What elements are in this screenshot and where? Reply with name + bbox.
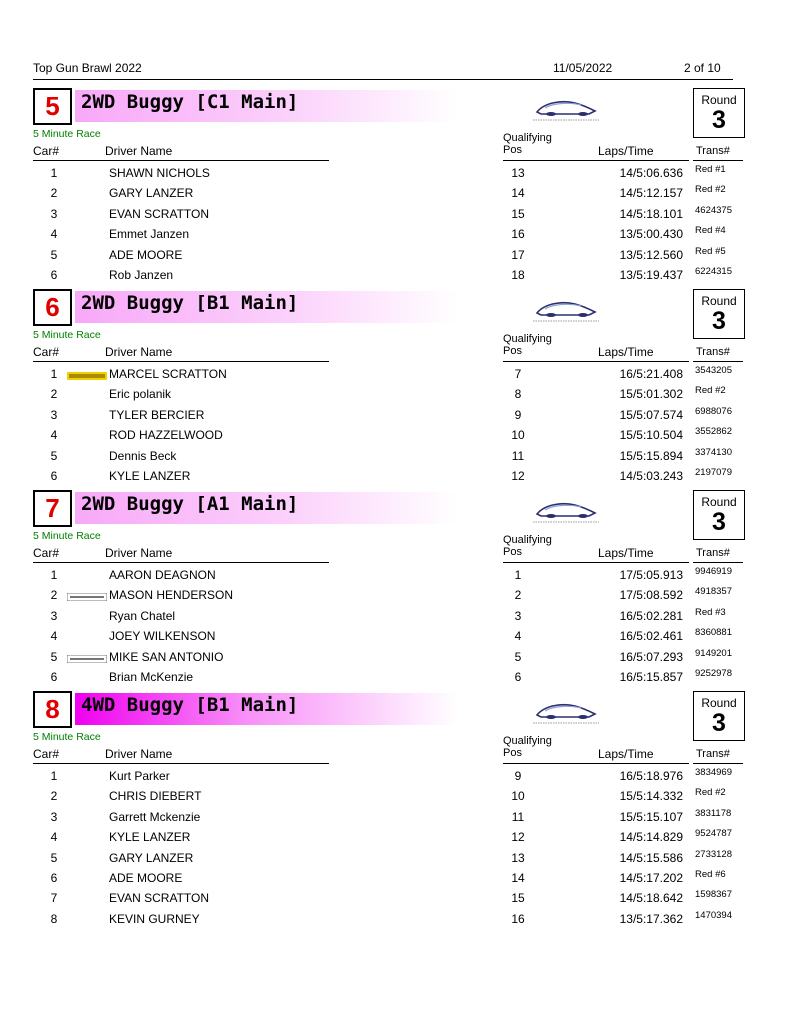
laps-time: 16/5:15.857 — [619, 670, 683, 684]
car-number: 3 — [50, 407, 58, 422]
laps-underline — [503, 361, 689, 362]
car-number: 3 — [50, 206, 58, 221]
car-column-header: Car# — [33, 144, 60, 158]
transponder: 3374130 — [695, 446, 732, 458]
car-number: 4 — [50, 629, 58, 644]
result-row — [33, 871, 733, 891]
driver-name: GARY LANZER — [109, 850, 194, 865]
round-box — [693, 691, 745, 741]
driver-underline — [33, 361, 329, 362]
driver-name: Rob Janzen — [109, 268, 174, 282]
driver-name: AARON DEAGNON — [109, 568, 216, 582]
transponder: Red #4 — [695, 225, 726, 237]
driver-name: ROD HAZZELWOOD — [109, 428, 223, 443]
qualifying-pos: 16 — [511, 911, 525, 926]
race-title: 2WD Buggy [A1 Main] — [75, 492, 457, 524]
result-row — [33, 166, 733, 186]
driver-name: KEVIN GURNEY — [109, 911, 200, 926]
car-number: 4 — [50, 227, 58, 242]
car-number: 8 — [50, 911, 58, 926]
car-number: 2 — [50, 588, 58, 603]
car-number: 3 — [50, 809, 58, 824]
transponder: Red #1 — [695, 164, 726, 175]
qualifying-pos: 7 — [514, 367, 522, 381]
laps-time: 16/5:21.408 — [619, 367, 683, 381]
driver-name: Garrett Mckenzie — [109, 809, 201, 824]
laps-time: 14/5:06.636 — [619, 166, 683, 180]
qualifying-pos: 14 — [511, 871, 525, 885]
transponder: Red #6 — [695, 869, 726, 880]
driver-name: EVAN SCRATTON — [109, 206, 210, 221]
race-block — [33, 691, 737, 926]
result-row — [33, 891, 733, 911]
driver-name: ADE MOORE — [109, 871, 183, 885]
car-number: 2 — [50, 387, 58, 402]
laps-time: 17/5:08.592 — [619, 588, 683, 603]
transponder: Red #2 — [695, 385, 726, 397]
transponder: Red #2 — [695, 184, 726, 196]
result-row — [33, 186, 733, 206]
pos-label: Pos — [503, 747, 522, 759]
driver-name: Eric polanik — [109, 387, 172, 402]
driver-name: Ryan Chatel — [109, 608, 176, 623]
race-title: 4WD Buggy [B1 Main] — [75, 693, 457, 725]
result-row — [33, 387, 733, 407]
driver-name: MIKE SAN ANTONIO — [109, 649, 224, 664]
result-row — [33, 807, 733, 830]
laps-time: 15/5:07.574 — [619, 407, 683, 422]
round-number: 3 — [712, 508, 726, 536]
car-number: 2 — [50, 186, 58, 201]
car-column-header: Car# — [33, 345, 60, 359]
driver-name: KYLE LANZER — [109, 830, 191, 845]
qualifying-label: Qualifying — [503, 132, 552, 144]
laps-time: 16/5:18.976 — [619, 769, 683, 783]
transponder: 1470394 — [695, 909, 732, 921]
laps-time: 13/5:12.560 — [619, 247, 683, 262]
qualifying-pos-header — [503, 132, 552, 156]
driver-name: GARY LANZER — [109, 186, 194, 201]
laps-time-column-header: Laps/Time — [598, 144, 654, 158]
car-number: 4 — [50, 428, 58, 443]
result-row — [33, 204, 733, 227]
laps-time: 14/5:14.829 — [619, 830, 683, 845]
page-number: 2 of 10 — [684, 61, 721, 75]
driver-underline — [33, 562, 329, 563]
race-number: 7 — [33, 490, 72, 527]
laps-time: 15/5:10.504 — [619, 428, 683, 443]
pos-label: Pos — [503, 345, 522, 357]
qualifying-pos: 13 — [511, 850, 525, 865]
trans-column-header: Trans# — [696, 547, 730, 559]
car-number: 5 — [50, 649, 58, 664]
qualifying-pos: 10 — [511, 428, 525, 443]
trans-underline — [693, 160, 743, 161]
laps-time: 13/5:19.437 — [619, 268, 683, 282]
transponder: 4624375 — [695, 204, 732, 216]
qualifying-pos: 15 — [511, 891, 525, 906]
car-number: 5 — [50, 247, 58, 262]
transponder: 3552862 — [695, 426, 732, 438]
laps-time: 14/5:15.586 — [619, 850, 683, 865]
transponder: 9524787 — [695, 828, 732, 840]
laps-time: 17/5:05.913 — [619, 568, 683, 582]
car-number: 6 — [50, 670, 58, 684]
qualifying-pos: 10 — [511, 789, 525, 804]
qualifying-pos: 5 — [514, 649, 522, 664]
round-label: Round — [701, 696, 737, 710]
result-row — [33, 588, 733, 608]
car-column-header: Car# — [33, 747, 60, 761]
result-row — [33, 647, 733, 670]
transponder: 1598367 — [695, 889, 732, 901]
result-row — [33, 830, 733, 850]
driver-name: CHRIS DIEBERT — [109, 789, 202, 804]
race-type: 5 Minute Race — [33, 329, 101, 341]
qualifying-pos: 2 — [514, 588, 522, 603]
qualifying-pos: 14 — [511, 186, 525, 201]
transponder: 6224315 — [695, 266, 732, 277]
laps-time: 14/5:03.243 — [619, 469, 683, 483]
car-number: 1 — [50, 568, 58, 582]
race-block — [33, 289, 737, 490]
result-row — [33, 469, 733, 489]
qualifying-pos: 17 — [511, 247, 525, 262]
driver-column-header: Driver Name — [105, 546, 173, 560]
result-row — [33, 245, 733, 268]
round-box — [693, 88, 745, 138]
car-number: 2 — [50, 789, 58, 804]
race-number: 8 — [33, 691, 72, 728]
transponder: 2197079 — [695, 467, 732, 478]
qualifying-pos-header — [503, 735, 552, 759]
trans-column-header: Trans# — [696, 748, 730, 760]
qualifying-label: Qualifying — [503, 534, 552, 546]
laps-time-column-header: Laps/Time — [598, 345, 654, 359]
result-row — [33, 268, 733, 288]
qualifying-pos: 1 — [514, 568, 522, 582]
laps-underline — [503, 763, 689, 764]
driver-name: Brian McKenzie — [109, 670, 194, 684]
laps-time: 16/5:02.461 — [619, 629, 683, 644]
qualifying-pos: 15 — [511, 206, 525, 221]
round-box — [693, 289, 745, 339]
qualifying-pos: 12 — [511, 830, 525, 845]
car-number: 1 — [50, 367, 58, 381]
result-row — [33, 848, 733, 871]
car-number: 1 — [50, 166, 58, 180]
car-number: 6 — [50, 871, 58, 885]
transponder: 8360881 — [695, 627, 732, 639]
driver-column-header: Driver Name — [105, 345, 173, 359]
transponder: 6988076 — [695, 405, 732, 417]
laps-time: 15/5:14.332 — [619, 789, 683, 804]
transponder: 3831178 — [695, 807, 732, 819]
club-logo — [529, 496, 603, 526]
transponder: Red #5 — [695, 245, 726, 257]
result-row — [33, 428, 733, 448]
result-row — [33, 227, 733, 247]
transponder: 3834969 — [695, 767, 732, 778]
transponder: Red #3 — [695, 606, 726, 618]
driver-name: TYLER BERCIER — [109, 407, 205, 422]
result-row — [33, 629, 733, 649]
associated-sponsor-logo — [67, 590, 107, 598]
transponder: 9946919 — [695, 566, 732, 577]
result-row — [33, 405, 733, 428]
laps-underline — [503, 160, 689, 161]
qualifying-pos: 9 — [514, 769, 522, 783]
car-number: 6 — [50, 469, 58, 483]
driver-name: EVAN SCRATTON — [109, 891, 210, 906]
event-title: Top Gun Brawl 2022 — [33, 61, 142, 75]
driver-name: MARCEL SCRATTON — [109, 367, 227, 381]
qualifying-label: Qualifying — [503, 333, 552, 345]
laps-time: 14/5:18.101 — [619, 206, 683, 221]
laps-time: 14/5:18.642 — [619, 891, 683, 906]
race-block — [33, 490, 737, 691]
round-number: 3 — [712, 307, 726, 335]
laps-time: 16/5:07.293 — [619, 649, 683, 664]
trans-column-header: Trans# — [696, 346, 730, 358]
car-number: 3 — [50, 608, 58, 623]
laps-time: 16/5:02.281 — [619, 608, 683, 623]
race-type: 5 Minute Race — [33, 731, 101, 743]
laps-time: 15/5:15.107 — [619, 809, 683, 824]
driver-name: SHAWN NICHOLS — [109, 166, 210, 180]
race-type: 5 Minute Race — [33, 128, 101, 140]
driver-column-header: Driver Name — [105, 144, 173, 158]
driver-name: JOEY WILKENSON — [109, 629, 216, 644]
laps-time: 14/5:12.157 — [619, 186, 683, 201]
car-column-header: Car# — [33, 546, 60, 560]
race-block — [33, 88, 737, 289]
race-number: 6 — [33, 289, 72, 326]
driver-underline — [33, 160, 329, 161]
header-divider — [33, 79, 733, 80]
page-header — [33, 61, 733, 79]
transponder: 4918357 — [695, 586, 732, 598]
pos-label: Pos — [503, 546, 522, 558]
result-row — [33, 446, 733, 469]
race-title: 2WD Buggy [C1 Main] — [75, 90, 457, 122]
laps-time: 14/5:17.202 — [619, 871, 683, 885]
laps-time: 13/5:00.430 — [619, 227, 683, 242]
qualifying-pos: 16 — [511, 227, 525, 242]
race-type: 5 Minute Race — [33, 530, 101, 542]
club-logo — [529, 295, 603, 325]
driver-name: Emmet Janzen — [109, 227, 190, 242]
transponder: 3543205 — [695, 365, 732, 376]
qualifying-pos-header — [503, 333, 552, 357]
qualifying-pos: 4 — [514, 629, 522, 644]
round-label: Round — [701, 495, 737, 509]
qualifying-pos: 8 — [514, 387, 522, 402]
driver-name: KYLE LANZER — [109, 469, 191, 483]
qualifying-pos: 9 — [514, 407, 522, 422]
laps-time: 15/5:15.894 — [619, 448, 683, 463]
transponder: Red #2 — [695, 787, 726, 799]
qualifying-pos: 11 — [511, 809, 525, 824]
qualifying-pos-header — [503, 534, 552, 558]
race-title: 2WD Buggy [B1 Main] — [75, 291, 457, 323]
round-box — [693, 490, 745, 540]
laps-time: 13/5:17.362 — [619, 911, 683, 926]
driver-name: MASON HENDERSON — [109, 588, 234, 603]
transponder: 2733128 — [695, 848, 732, 860]
trans-column-header: Trans# — [696, 145, 730, 157]
qualifying-pos: 11 — [511, 448, 525, 463]
result-row — [33, 909, 733, 932]
qualifying-pos: 6 — [514, 670, 522, 684]
result-row — [33, 606, 733, 629]
qualifying-pos: 13 — [511, 166, 525, 180]
result-row — [33, 769, 733, 789]
qualifying-pos: 18 — [511, 268, 525, 282]
laps-time-column-header: Laps/Time — [598, 546, 654, 560]
qualifying-label: Qualifying — [503, 735, 552, 747]
event-date: 11/05/2022 — [553, 61, 613, 75]
car-number: 7 — [50, 891, 58, 906]
club-logo — [529, 94, 603, 124]
laps-underline — [503, 562, 689, 563]
transponder: 9149201 — [695, 647, 732, 659]
trans-underline — [693, 763, 743, 764]
driver-name: Kurt Parker — [109, 769, 170, 783]
driver-underline — [33, 763, 329, 764]
pos-label: Pos — [503, 144, 522, 156]
result-row — [33, 670, 733, 690]
qualifying-pos: 12 — [511, 469, 525, 483]
driver-name: ADE MOORE — [109, 247, 183, 262]
round-number: 3 — [712, 106, 726, 134]
associated-sponsor-logo — [67, 652, 107, 660]
race-number: 5 — [33, 88, 72, 125]
qualifying-pos: 3 — [514, 608, 522, 623]
car-number: 5 — [50, 448, 58, 463]
club-logo — [529, 697, 603, 727]
car-number: 6 — [50, 268, 58, 282]
round-label: Round — [701, 294, 737, 308]
yokomo-sponsor-logo — [67, 369, 107, 377]
trans-underline — [693, 562, 743, 563]
round-number: 3 — [712, 709, 726, 737]
result-row — [33, 367, 733, 387]
transponder: 9252978 — [695, 668, 732, 679]
car-number: 1 — [50, 769, 58, 783]
laps-time: 15/5:01.302 — [619, 387, 683, 402]
result-row — [33, 789, 733, 809]
car-number: 4 — [50, 830, 58, 845]
result-row — [33, 568, 733, 588]
driver-name: Dennis Beck — [109, 448, 177, 463]
trans-underline — [693, 361, 743, 362]
laps-time-column-header: Laps/Time — [598, 747, 654, 761]
driver-column-header: Driver Name — [105, 747, 173, 761]
car-number: 5 — [50, 850, 58, 865]
round-label: Round — [701, 93, 737, 107]
